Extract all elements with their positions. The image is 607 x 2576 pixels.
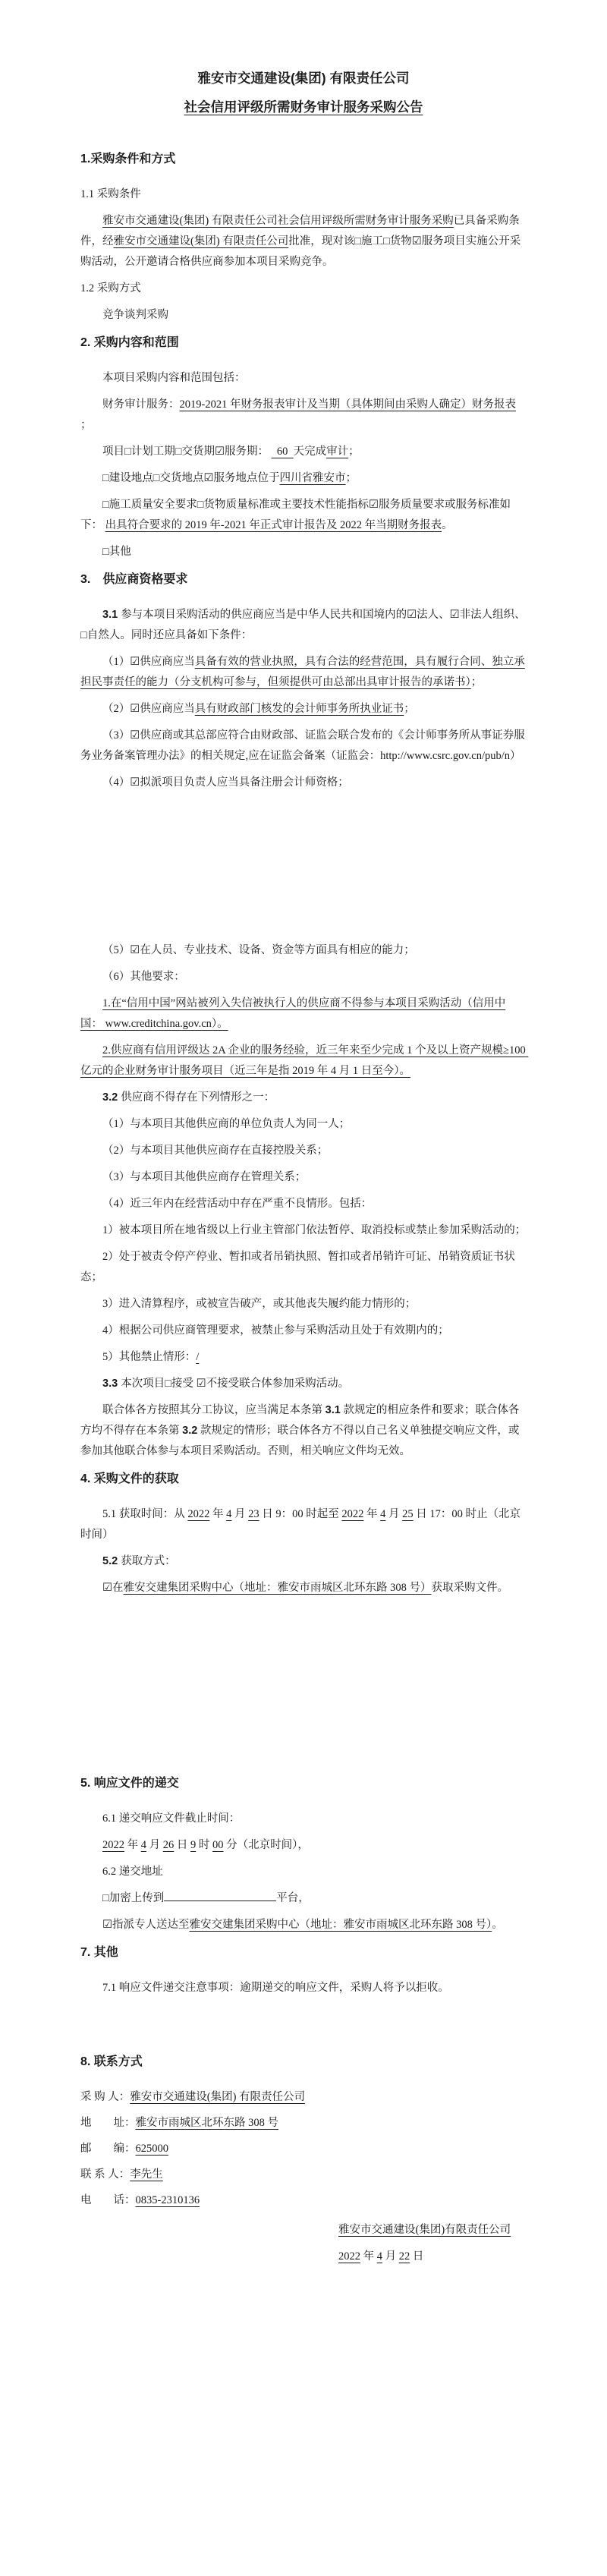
text-run: （5）☑在人员、专业技术、设备、资金等方面具有相应的能力； [102,944,415,956]
text-run: 月 [385,1508,403,1520]
text-run: 雅安市交通建设(集团) 有限责任公司 [197,71,410,86]
text-run: 2022 [102,1839,124,1851]
para-3-1-item-3 [80,726,527,767]
text-run: 1.2 采购方式 [80,282,141,294]
text-run: □施工质量安全要求□货物质量标准或主要技术性能指标☑服务质量要求或服务标准如下： [80,499,511,531]
para-service-period [80,442,527,462]
text-run: ； [80,398,519,431]
text-run: 5.1 获取时间：从 [102,1508,188,1520]
para-3-1-item-1 [80,652,527,693]
para-other-checkbox [80,542,527,562]
text-run: 款规定的情形；联合体各方不得以自己名义单独提交响应文件，或参加其他联合体参与本项目采购活动。否则，相关响应文件均无效。 [80,1425,520,1457]
para-other-req-1 [80,994,527,1034]
text-run: 竞争谈判采购 [102,309,168,321]
para-procurement-method [80,305,527,326]
text-run: 雅安交建集团采购中心（地址：雅安市雨城区北环东路 308 号） [189,1919,492,1931]
heading-7-other [80,1941,527,1964]
text-run: 本次项目□接受 ☑不接受联合体参加采购活动。 [121,1378,350,1390]
para-7-1 [80,1978,527,1998]
heading-1-purchase-conditions [80,148,527,171]
para-3-1-item-4 [80,773,527,793]
text-run: 采 购 人： [80,2091,131,2103]
para-deadline [80,1835,527,1856]
text-run: （1）☑供应商应当 [102,656,195,668]
text-run: 4）根据公司供应商管理要求，被禁止参与采购活动且处于有效期内的； [102,1324,449,1337]
text-run: 社会信用评级所需财务审计服务采购公告 [184,99,423,115]
text-run: 1）被本项目所在地省级以上行业主管部门依法暂停、取消投标或禁止参加采购活动的； [102,1224,527,1236]
heading-3-supplier-qualifications [80,568,527,591]
text-run: 地 址： [80,2117,136,2129]
text-run: 雅安交建集团采购中心（地址：雅安市雨城区北环东路 308 号） [123,1582,432,1594]
para-3-2 [80,1088,527,1108]
text-run: 款规定的相应条件和要求；联合体各方均不得存在本条第 [80,1404,520,1437]
text-run: 天完成 [293,446,327,458]
para-other-req-2 [80,1041,527,1082]
text-run: 3.1 [325,1404,341,1416]
text-run: 年 [363,1508,381,1520]
text-run: 日 [410,2250,424,2263]
text-run: 2019-2021 年财务报表审计及当期（具体期间由采购人确定）财务报表 [179,398,516,411]
text-run: □加密上传到 [102,1892,165,1904]
text-run: 已具备采购条件，经 [80,215,520,247]
text-run: 联合体各方按照其分工协议，应当满足本条第 [102,1404,326,1416]
text-run: 9 [190,1839,197,1851]
text-run: 7.1 响应文件递交注意事项：逾期递交的响应文件，采购人将予以拒收。 [102,1982,449,1994]
contact-purchaser [80,2087,527,2108]
para-3-1-item-5 [80,940,527,961]
text-run: 2022 [187,1508,210,1520]
text-run: 7. 其他 [80,1946,118,1959]
text-run: ； [345,472,357,484]
para-6-2 [80,1862,527,1882]
text-run: 4 [376,2250,382,2263]
text-run: 获取方式： [121,1555,176,1567]
title-gap [80,121,527,144]
text-run: 联 系 人： [80,2168,131,2181]
para-6-1 [80,1809,527,1829]
text-run: 3）进入清算程序，或被宣告破产，或其他丧失履约能力情形的； [102,1298,417,1310]
text-run: 雅安市交通建设(集团) 有限责任公司 [113,235,289,247]
text-run: 月 [146,1839,163,1851]
text-run: 。 [442,519,453,531]
signature-date [80,2247,527,2267]
text-run: （2）与本项目其他供应商存在直接控股关系； [102,1145,329,1157]
para-5-1-time [80,1504,527,1545]
para-upload-option [80,1888,527,1909]
text-run: 6.2 递交地址 [102,1866,163,1878]
text-run: 1.1 采购条件 [80,188,141,200]
text-run: 月 [382,2250,399,2263]
text-run: 时 [196,1839,212,1851]
para-purchase-conditions [80,211,527,272]
text-run: 60 [271,446,294,458]
text-run: 26 [162,1839,175,1851]
text-run: 四川省雅安市 [279,472,346,484]
contact-address [80,2113,527,2134]
text-run: 具有财政部门核发的会计师事务所执业证书 [194,703,404,715]
text-run: 2022 [338,2250,360,2263]
text-run: 年 [360,2250,377,2263]
text-run: 具备有效的营业执照，具有合法的经营范围，具有履行合同、独立承担民事责任的能力（分支机构可参与，但须提供可由总部出具审计报告的承诺书） [80,656,525,688]
text-run: 00 [212,1839,224,1851]
doc-title-line-1 [80,64,527,93]
para-3-2-item-3 [80,1167,527,1188]
contact-postcode [80,2139,527,2159]
text-run: 3.2 [182,1425,198,1437]
para-quality-standard [80,495,527,536]
para-3-2-item-4-5 [80,1347,527,1368]
text-run: 雅安市交通建设(集团) 有限责任公司社会信用评级所需财务审计服务采购 [102,215,454,227]
text-run: 22 [398,2250,410,2263]
text-run: 3. 供应商资格要求 [80,573,188,586]
heading-5-response-submission [80,1772,527,1795]
text-run: 本项目采购内容和范围包括： [102,372,246,384]
text-run: 5）其他禁止情形： [102,1351,197,1363]
text-run: （4）近三年内在经营活动中存在严重不良情形。包括： [102,1198,373,1210]
text-run: 平台， [276,1892,310,1904]
signature-company [80,2220,527,2241]
para-3-1-item-2 [80,699,527,720]
text-run: □建设地点□交货地点☑服务地点位于 [102,472,280,484]
text-run: （2）☑供应商应当 [102,703,195,715]
text-run: 2022 [341,1508,364,1520]
text-run: ☑指派专人送达至 [102,1919,190,1931]
text-run: 月 [231,1508,249,1520]
text-run: 2. 采购内容和范围 [80,336,179,349]
spacer-before-section-5 [80,1604,527,1768]
text-run: 6.1 递交响应文件截止时间： [102,1812,241,1825]
text-run: 25 [402,1508,414,1520]
para-5-2 [80,1551,527,1572]
para-3-1 [80,605,527,646]
text-run: 雅安市交通建设(集团)有限责任公司 [338,2224,511,2236]
text-run: 4 [380,1508,386,1520]
text-run: 2.供应商有信用评级达 2A 企业的服务经验，近三年来至少完成 1 个及以上资产规模≥100 亿元的企业财务审计服务项目（近三年是指 2019 年 4 月 1 日至今）。 [80,1044,529,1077]
text-run: ☑在 [102,1582,124,1594]
text-run: 审计 [326,446,349,458]
text-run: 8. 联系方式 [80,2055,143,2068]
heading-4-document-acquisition [80,1468,527,1491]
para-scope-intro [80,368,527,389]
text-run: 0835-2310136 [135,2194,200,2206]
text-run: 电 话： [80,2194,136,2206]
text-run: 邮 编： [80,2143,136,2155]
spacer-after-item-4 [80,799,527,940]
text-run: 日 [174,1839,190,1851]
text-run: 1.采购条件和方式 [80,153,176,165]
text-run: （1）与本项目其他供应商的单位负责人为同一人； [102,1118,351,1130]
para-consortium [80,1400,527,1462]
text-run: 分（北京时间）， [223,1839,309,1851]
text-run: ； [404,703,415,715]
para-3-2-item-4-2 [80,1247,527,1288]
para-service-location [80,468,527,489]
text-run: （6）其他要求： [102,971,185,983]
text-run: 批准，现对该□施工□货物☑服务项目实施公开采购活动，公开邀请合格供应商参加本项目采购竞争。 [80,235,521,268]
text-run: 年 [124,1839,141,1851]
spacer-before-section-8 [80,2004,527,2047]
para-3-2-item-4-3 [80,1294,527,1315]
para-3-2-item-1 [80,1114,527,1135]
contact-phone [80,2190,527,2211]
text-run: 出具符合要求的 2019 年-2021 年正式审计报告及 2022 年当期财务报表 [105,519,442,531]
para-delivery-option [80,1915,527,1935]
text-run: □其他 [102,546,131,558]
text-run: 4. 采购文件的获取 [80,1472,179,1485]
text-run: 3.1 [102,609,121,621]
text-run: 供应商不得存在下列情形之一： [121,1091,275,1104]
contact-person [80,2165,527,2185]
para-3-2-item-4-4 [80,1321,527,1341]
text-run: （3）与本项目其他供应商存在管理关系； [102,1171,307,1183]
text-run: 雅安市雨城区北环东路 308 号 [135,2117,278,2129]
text-run: 日 17：00 时止（北京时间） [80,1508,521,1541]
text-run: 日 9：00 时起至 [259,1508,342,1520]
text-run: 3.3 [102,1378,121,1390]
para-acquisition-place [80,1578,527,1598]
text-run: 3.2 [102,1091,121,1104]
text-run: （3）☑供应商或其总部应符合由财政部、证监会联合发布的《会计师事务所从事证券服务业务备案管理办法》的相关规定,应在证监会备案（证监会：http://www.csrc.gov.cn/pub/n） [80,729,525,762]
para-3-1-item-6 [80,967,527,987]
fill-in-blank [164,1889,276,1901]
text-run: 4 [140,1839,146,1851]
text-run: 年 [209,1508,227,1520]
text-run: 5.2 [102,1555,121,1567]
para-3-2-item-4-1 [80,1220,527,1241]
text-run: 1.在“信用中国”网站被列入失信被执行人的供应商不得参与本项目采购活动（信用中国： www.creditchina.gov.cn）。 [80,997,506,1030]
text-run: 23 [248,1508,259,1520]
para-3-2-item-4 [80,1194,527,1214]
doc-title-line-2 [80,93,527,121]
text-run: ； [470,676,483,688]
text-run: 4 [226,1508,232,1520]
text-run: 雅安市交通建设(集团) 有限责任公司 [130,2091,306,2103]
text-run: （4）☑拟派项目负责人应当具备注册会计师资格； [102,776,349,789]
text-run: 625000 [135,2143,168,2155]
para-3-3 [80,1374,527,1394]
heading-8-contact [80,2051,527,2074]
sub-1-2 [80,279,527,299]
text-run: 财务审计服务： [102,398,180,411]
heading-2-scope [80,332,527,354]
text-run: ； [348,446,360,458]
para-audit-service [80,395,527,436]
text-run: 项目□计划工期□交货期☑服务期： [102,446,272,458]
text-run: 2）处于被责令停产停业、暂扣或者吊销执照、暂扣或者吊销许可证、吊销资质证书状态； [80,1251,515,1283]
text-run: 。 [492,1919,503,1931]
text-run: 参与本项目采购活动的供应商应当是中华人民共和国境内的☑法人、☑非法人组织、□自然人。同时还应具备如下条件： [80,609,526,641]
text-run: / [196,1351,200,1363]
text-run: 5. 响应文件的递交 [80,1777,179,1790]
text-run: 李先生 [130,2168,163,2181]
sub-1-1 [80,184,527,205]
para-3-2-item-2 [80,1141,527,1161]
text-run: 获取采购文件。 [431,1582,508,1594]
